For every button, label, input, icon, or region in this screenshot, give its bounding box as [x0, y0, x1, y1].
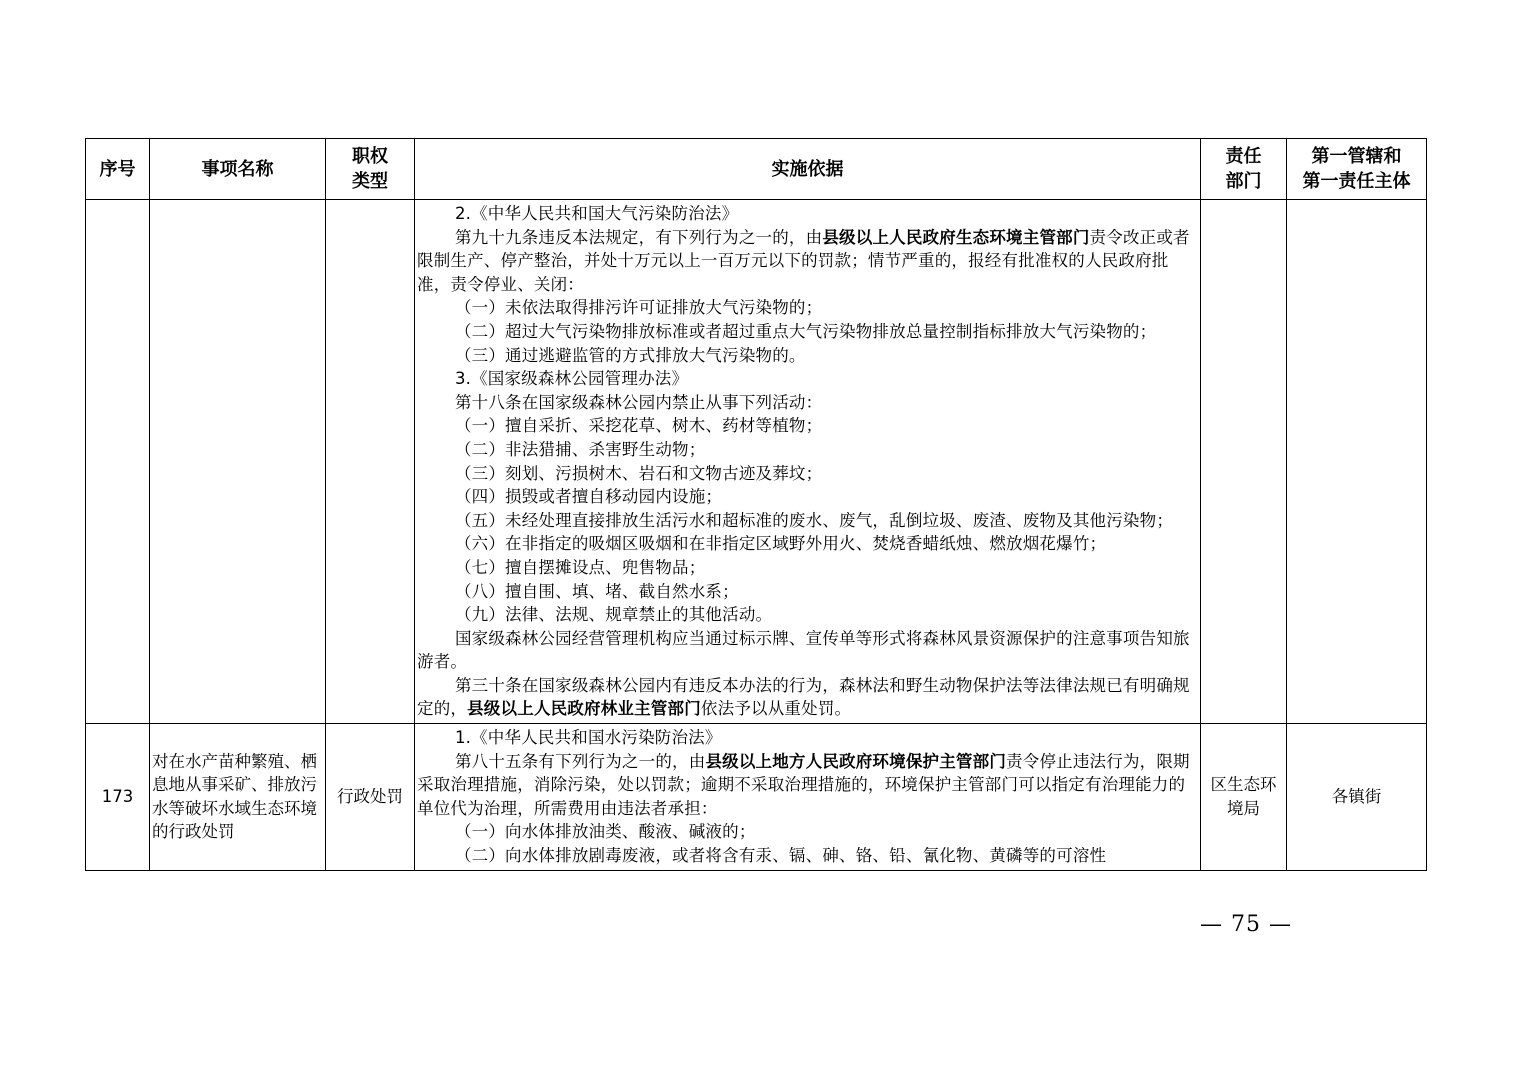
row2-type: 行政处罚 [326, 724, 415, 871]
row2-dept: 区生态环境局 [1201, 724, 1287, 871]
basis-paragraph: （三）刻划、污损树木、岩石和文物古迹及葬坟； [454, 463, 823, 483]
row2-basis [415, 724, 1201, 871]
basis-paragraph: 第十八条在国家级森林公园内禁止从事下列活动： [454, 392, 823, 412]
table-row [86, 200, 1427, 724]
basis-paragraph: （二）非法猎捕、杀害野生动物； [454, 439, 706, 459]
table-row [86, 724, 1427, 871]
header-subject: 第一管辖和 第一责任主体 [1287, 139, 1427, 200]
basis-paragraph: （一）擅自采折、采挖花草、树木、药材等植物； [454, 416, 823, 436]
header-seq: 序号 [86, 139, 150, 200]
regulation-table [85, 138, 1427, 871]
basis-paragraph: （一）向水体排放油类、酸液、碱液的； [454, 822, 756, 842]
row1-seq [86, 200, 150, 724]
basis-paragraph: 2.《中华人民共和国大气污染防治法》 [454, 204, 739, 223]
basis-paragraph: （六）在非指定的吸烟区吸烟和在非指定区域野外用火、焚烧香蜡纸烛、燃放烟花爆竹； [454, 534, 1107, 554]
header-item-name: 事项名称 [150, 139, 326, 200]
row2-name: 对在水产苗种繁殖、栖息地从事采矿、排放污水等破坏水域生态环境的行政处罚 [150, 724, 326, 871]
basis-paragraph: 第九十九条违反本法规定，有下列行为之一的，由县级以上人民政府生态环境主管部门责令改正或者限制生产、停产整治，并处十万元以上一百万元以下的罚款；情节严重的，报经有批准权的人民政府批准，责令停业、关闭： [417, 227, 1190, 294]
basis-paragraph: （二）向水体排放剧毒废液，或者将含有汞、镉、砷、铬、铅、氰化物、黄磷等的可溶性 [454, 846, 1107, 866]
header-dept: 责任 部门 [1201, 139, 1287, 200]
basis-paragraph: （五）未经处理直接排放生活污水和超标准的废水、废气，乱倒垃圾、废渣、废物及其他污染物； [454, 510, 1174, 530]
basis-paragraph: （八）擅自围、填、堵、截自然水系； [454, 581, 739, 601]
row2-subject: 各镇街 [1287, 724, 1427, 871]
page-number: — 75 — [1200, 912, 1292, 937]
basis-paragraph: 国家级森林公园经营管理机构应当通过标示牌、宣传单等形式将森林风景资源保护的注意事项告知旅游者。 [417, 628, 1190, 672]
basis-paragraph: （一）未依法取得排污许可证排放大气污染物的； [454, 298, 823, 318]
row1-type [326, 200, 415, 724]
header-power-type: 职权 类型 [326, 139, 415, 200]
basis-paragraph: （二）超过大气污染物排放标准或者超过重点大气污染物排放总量控制指标排放大气污染物的； [454, 321, 1157, 341]
basis-paragraph: 1.《中华人民共和国水污染防治法》 [454, 728, 722, 748]
row1-name [150, 200, 326, 724]
basis-paragraph: 第三十条在国家级森林公园内有违反本办法的行为，森林法和野生动物保护法等法律法规已有明确规定的，县级以上人民政府林业主管部门依法予以从重处罚。 [417, 675, 1190, 719]
basis-paragraph: （七）擅自摆摊设点、兜售物品； [454, 557, 706, 577]
header-basis: 实施依据 [415, 139, 1201, 200]
row1-dept [1201, 200, 1287, 724]
basis-paragraph: （九）法律、法规、规章禁止的其他活动。 [454, 605, 773, 625]
row2-seq: 173 [86, 724, 150, 871]
table-header-row [86, 139, 1427, 200]
basis-paragraph: 第八十五条有下列行为之一的，由县级以上地方人民政府环境保护主管部门责令停止违法行为，限期采取治理措施，消除污染，处以罚款；逾期不采取治理措施的，环境保护主管部门可以指定有治理能力的单位代为治理，所需费用由违法者承担： [417, 751, 1190, 818]
basis-paragraph: （三）通过逃避监管的方式排放大气污染物的。 [454, 345, 806, 365]
basis-paragraph: （四）损毁或者擅自移动园内设施； [454, 487, 723, 507]
row1-basis [415, 200, 1201, 724]
basis-paragraph: 3.《国家级森林公园管理办法》 [454, 369, 689, 389]
row1-subject [1287, 200, 1427, 724]
